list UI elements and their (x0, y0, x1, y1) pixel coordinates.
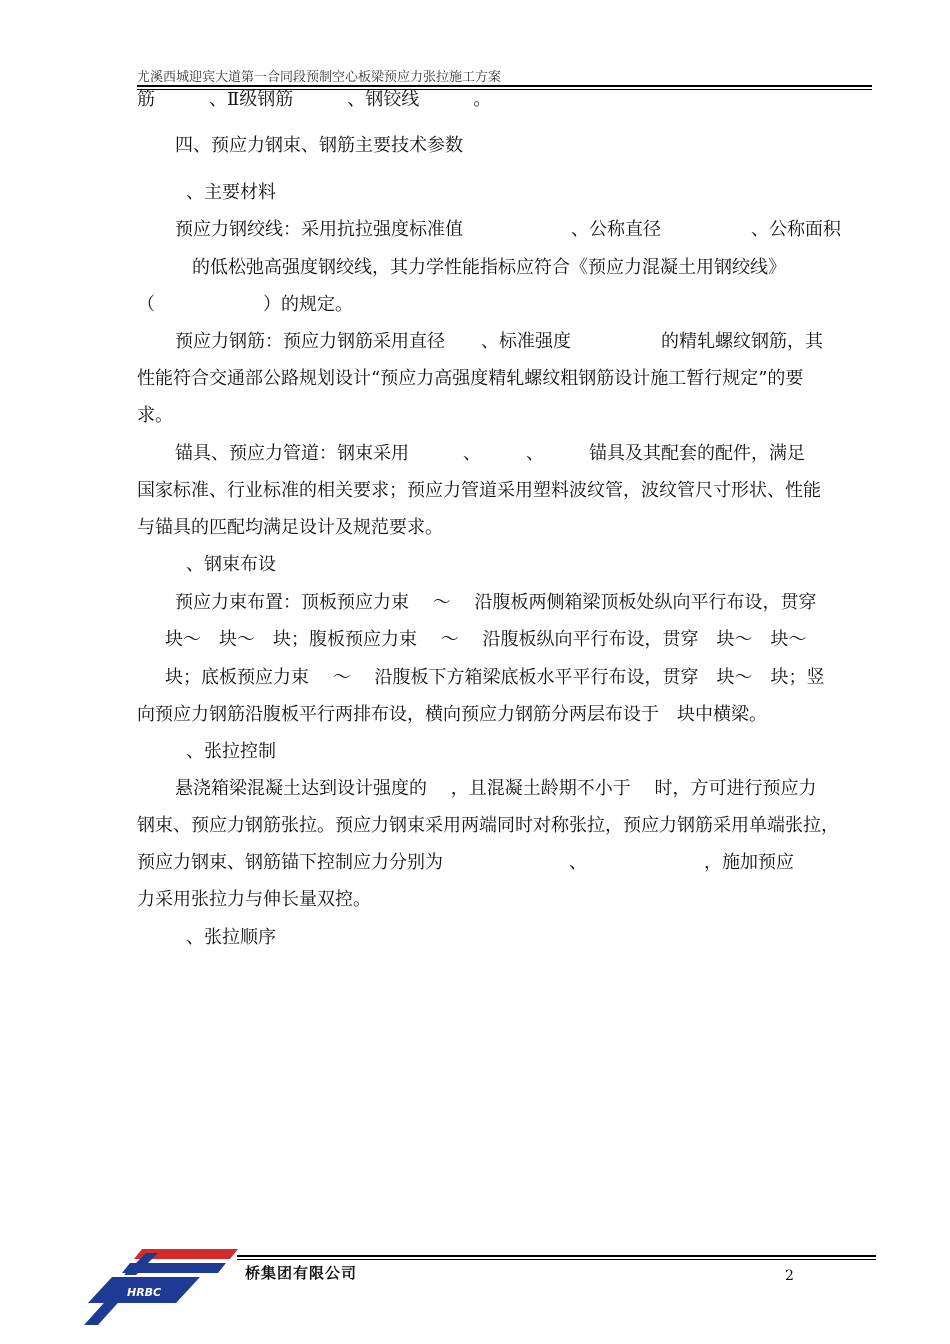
footer-rule (237, 1255, 876, 1257)
text-line: 悬浇箱梁混凝土达到设计强度的 ，且混凝土龄期不小于 时，方可进行预应力 (175, 778, 817, 799)
text-line: 求。 (137, 405, 173, 426)
text-line: 预应力钢筋：预应力钢筋采用直径 、标准强度 的精轧螺纹钢筋，其 (175, 331, 823, 352)
subsection-heading: 、张拉顺序 (186, 927, 276, 948)
text-line: 预应力束布置：顶板预应力束 ～ 沿腹板两侧箱梁顶板处纵向平行布设，贯穿 (175, 592, 817, 613)
section-heading: 四、预应力钢束、钢筋主要技术参数 (175, 135, 463, 156)
text-line: 块～ 块～ 块；腹板预应力束 ～ 沿腹板纵向平行布设，贯穿 块～ 块～ (165, 629, 807, 650)
text-line: 国家标准、行业标准的相关要求；预应力管道采用塑料波纹管，波纹管尺寸形状、性能 (137, 480, 821, 501)
text-line: 与锚具的匹配均满足设计及规范要求。 (137, 517, 443, 538)
text-line: 筋 、Ⅱ级钢筋 、钢铰线 。 (137, 89, 492, 110)
footer-rule-thin (237, 1259, 876, 1260)
text-line: 锚具、预应力管道：钢束采用 、 、 锚具及其配套的配件，满足 (175, 443, 805, 464)
text-line: （ ）的规定。 (137, 294, 353, 315)
footer-company-name: 桥集团有限公司 (245, 1264, 358, 1282)
text-line: 向预应力钢筋沿腹板平行两排布设，横向预应力钢筋分两层布设于 块中横梁。 (137, 704, 767, 725)
hrbc-logo-icon (80, 1245, 240, 1327)
text-line: 的低松弛高强度钢绞线，其力学性能指标应符合《预应力混凝土用钢绞线》 (192, 257, 786, 278)
subsection-heading: 、张拉控制 (186, 741, 276, 762)
text-line: 预应力钢绞线：采用抗拉强度标准值 、公称直径 、公称面积 (175, 219, 841, 240)
subsection-heading: 、钢束布设 (186, 554, 276, 575)
subsection-heading: 、主要材料 (186, 182, 276, 203)
header-rule (137, 85, 872, 87)
text-line: 块；底板预应力束 ～ 沿腹板下方箱梁底板水平平行布设，贯穿 块～ 块；竖 (165, 667, 825, 688)
logo-text: HRBC (127, 1286, 162, 1299)
page-number: 2 (785, 1268, 794, 1284)
text-line: 预应力钢束、钢筋锚下控制应力分别为 、 ，施加预应 (137, 852, 794, 873)
text-line: 性能符合交通部公路规划设计“预应力高强度精轧螺纹粗钢筋设计施工暂行规定”的要 (137, 368, 804, 389)
text-line: 钢束、预应力钢筋张拉。预应力钢束采用两端同时对称张拉，预应力钢筋采用单端张拉， (137, 815, 839, 836)
company-logo (80, 1245, 240, 1327)
page-header-title: 尤溪西城迎宾大道第一合同段预制空心板梁预应力张拉施工方案 (137, 70, 502, 85)
text-line: 力采用张拉力与伸长量双控。 (137, 889, 371, 910)
